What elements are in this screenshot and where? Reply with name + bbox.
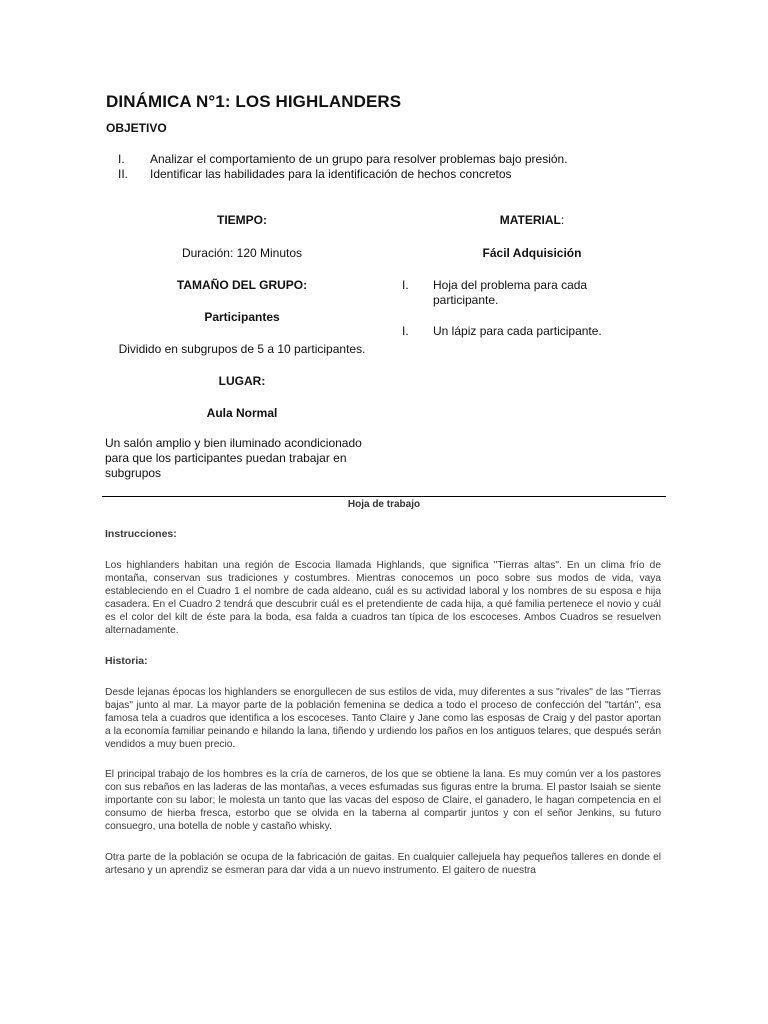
hoja-title: Hoja de trabajo: [347, 499, 421, 510]
historia-paragraph: Desde lejanas épocas los highlanders se enorgullecen de sus estilos de vida, muy diferentes a sus "rivales" de las "Tierras bajas" junto al mar. La mayor parte de la población femenina se dedica a todo el proceso de confección del "tartán", esa famosa tela a cuadros que identifica a los escoceses. Tanto Claire y Jane como las esposas de Craig y del pastor aportan a la economía familiar peinando e hilando la lana, tiñendo y urdiendo los paños en los antiguos telares, que después serán vendidos a muy buen precio.: [105, 687, 661, 750]
historia-paragraph: El principal trabajo de los hombres es la cría de carneros, de los que se obtiene la lana. Es muy común ver a los pastores con sus rebaños en las laderas de las montañas, a veces esfumadas sus figuras entre la bruma. El pastor Isaiah se siente importante con su labor; le molesta un tanto que las vacas del esposo de Claire, el ganadero, le hagan competencia en el consumo de hierba fresca, estorbo que se olvida en la taberna al compartir juntos y con el señor Jenkins, su futuro consuegro, una botella de noble y castaño whisky.: [105, 769, 661, 832]
lugar-heading: LUGAR:: [218, 374, 266, 388]
list-text: Un lápiz para cada participante.: [433, 324, 602, 338]
grupo-sub: Participantes: [204, 310, 280, 324]
objetivo-heading: OBJETIVO: [106, 121, 167, 135]
instrucciones-heading: Instrucciones:: [105, 528, 177, 540]
list-number: I.: [402, 324, 409, 338]
instrucciones-text: Los highlanders habitan una región de Escocia llamada Highlands, que significa "Tierras altas". En un clima frío de montaña, conservan sus tradiciones y costumbres. Mientras conocemos un poco sobre sus modos de vida, vaya estableciendo en el Cuadro 1 el nombre de cada aldeano, cuál es su actividad laboral y los nombres de su esposa e hija casadera. En el Cuadro 2 tendrá que descubrir cuál es el pretendiente de cada hija, a qué familia pertenece el novio y cuál es el color del kilt de éste para la boda, esa falda a cuadros tan típica de los escoceses. Ambos Cuadros se resuelven alternadamente.: [105, 560, 661, 636]
lugar-value: Un salón amplio y bien iluminado acondicionado para que los participantes puedan trabajar en subgrupos: [105, 436, 362, 480]
material-sub: Fácil Adquisición: [482, 246, 582, 260]
grupo-heading: TAMAÑO DEL GRUPO:: [176, 278, 308, 292]
lugar-sub: Aula Normal: [206, 406, 278, 420]
list-text: Identificar las habilidades para la identificación de hechos concretos: [150, 166, 512, 181]
tiempo-value: Duración: 120 Minutos: [181, 246, 303, 260]
list-number: I.: [402, 278, 409, 292]
historia-paragraph: Otra parte de la población se ocupa de la fabricación de gaitas. En cualquier callejuela hay pequeños talleres en donde el artesano y un aprendiz se esmeran para dar vida a un nuevo instrumento. El gaitero de nuestra: [105, 852, 661, 876]
divider: [102, 496, 666, 497]
list-text: Hoja del problema para cada participante.: [433, 278, 588, 307]
grupo-value: Dividido en subgrupos de 5 a 10 participantes.: [118, 342, 366, 356]
page-title: DINÁMICA N°1: LOS HIGHLANDERS: [106, 92, 402, 111]
list-number: II.: [118, 166, 129, 181]
material-heading-text: MATERIAL: [499, 213, 561, 227]
historia-heading: Historia:: [105, 655, 148, 667]
list-text: Analizar el comportamiento de un grupo para resolver problemas bajo presión.: [150, 152, 568, 166]
list-number: I.: [118, 152, 125, 166]
material-heading: [432, 213, 632, 227]
material-heading-colon: :: [560, 213, 565, 227]
tiempo-heading: TIEMPO:: [217, 213, 267, 227]
